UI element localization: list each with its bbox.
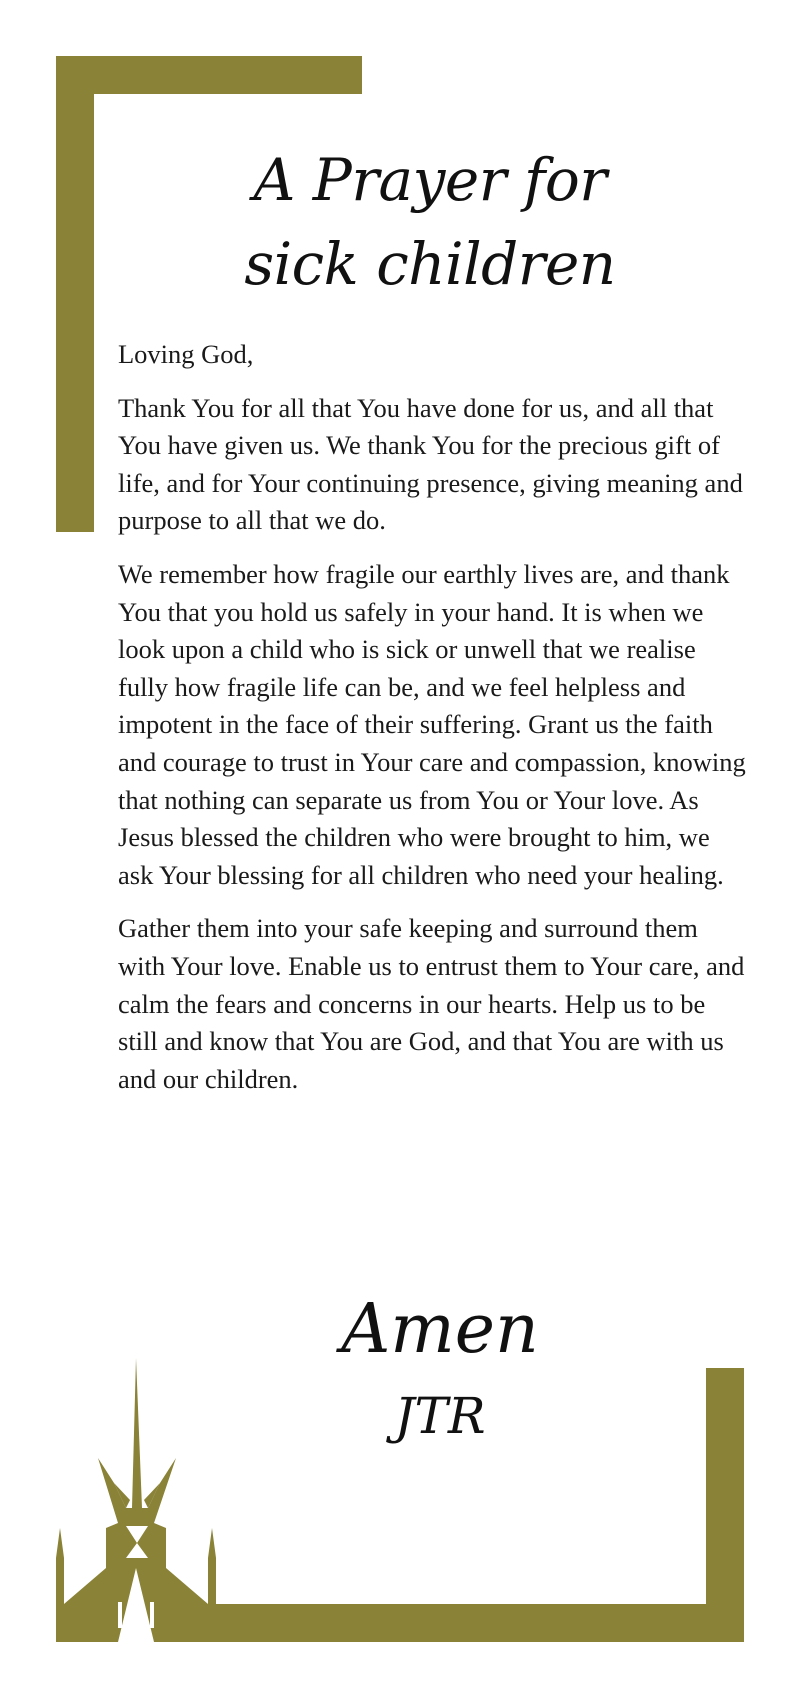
author-initials: JTR (394, 1387, 486, 1445)
paragraph-3: Gather them into your safe keeping and surround them with Your love. Enable us to entrust them to Your care, and calm the fears and concerns in our hearts. Help us to be still and know that You are God, and that You are with us and our children. (118, 913, 745, 1094)
salutation: Loving God, (118, 339, 254, 369)
church-spire-icon (56, 1358, 246, 1642)
paragraph-2: We remember how fragile our earthly lives are, and thank You that you hold us safely in your hand. It is when we look upon a child who is sick or unwell that we realise fully how fragile life can be, and we feel helpless and impotent in the face of their suffering. Grant us the faith and courage to trust in Your care and compassion, knowing that nothing can separate us from You or Your love. As Jesus blessed the children who were brought to him, we ask Your blessing for all children who need your healing. (118, 558, 746, 890)
frame-top-bar (56, 56, 362, 94)
amen-closing: Amen (341, 1290, 539, 1369)
frame-right-bar (706, 1368, 744, 1642)
paragraph-1: Thank You for all that You have done for us, and all that You have given us. We thank You for the precious gift of life, and for Your continuing presence, giving meaning and purpose to all that we do. (118, 392, 743, 536)
prayer-body (118, 336, 746, 1114)
frame-left-bar (56, 56, 94, 532)
title-line-2: sick children (244, 230, 616, 298)
page-title (120, 138, 740, 306)
title-line-1: A Prayer for (253, 146, 607, 214)
